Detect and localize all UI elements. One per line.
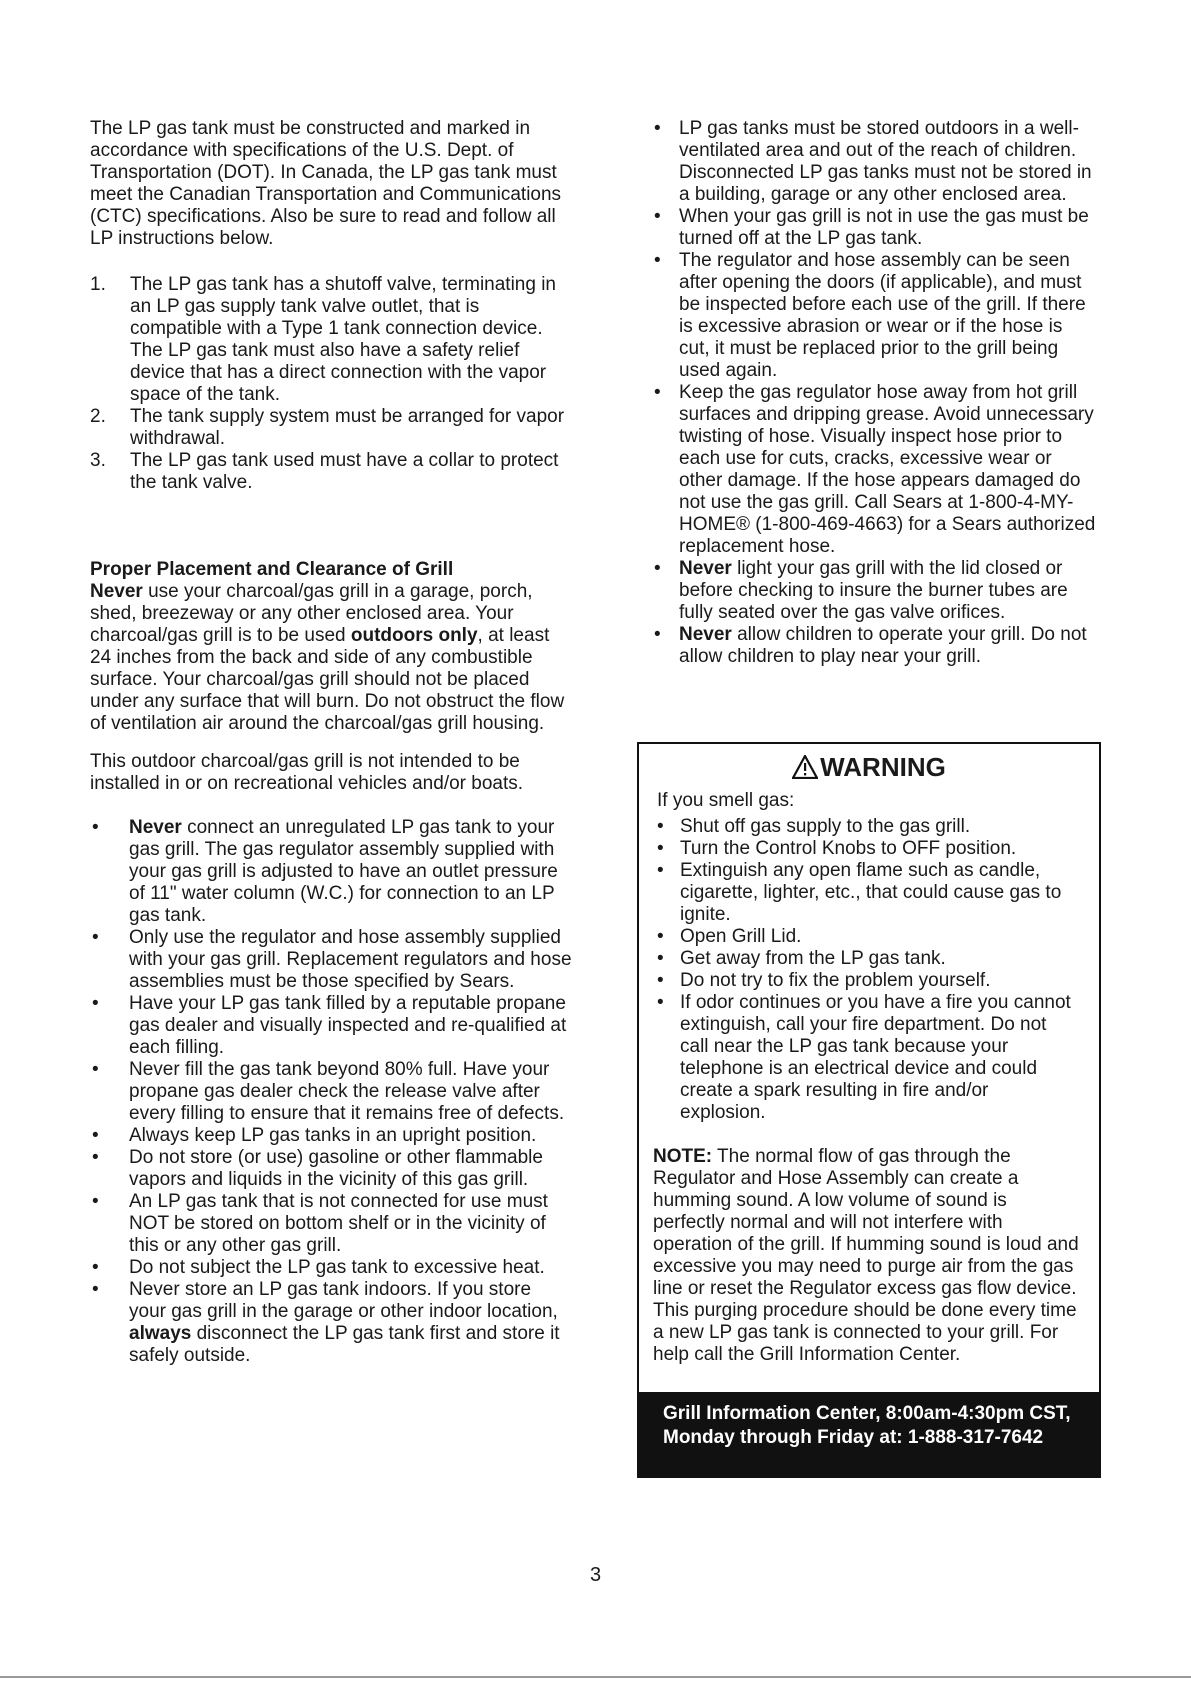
text-run: allow children to operate your grill. Do not allow children to play near your grill. xyxy=(679,624,1087,667)
bullet-icon: • xyxy=(92,1279,99,1300)
bullet-icon: • xyxy=(657,948,664,969)
lp-tank-intro: The LP gas tank must be constructed and marked in accordance with specifications of the U.S. Dept. of Transportation (DOT). In Canada, the LP gas tank must meet the Canadian Transportation and Communications (CTC) specifications. Also be sure to read and follow all LP instructions below. xyxy=(90,118,562,249)
text-run: The regulator and hose assembly can be seen after opening the doors (if applicable), and must be inspected before each use of the grill. If there is excessive abrasion or wear or if the hose is cut, it must be replaced prior to the grill being used again. xyxy=(679,250,1086,381)
bullet-icon: • xyxy=(654,558,661,579)
bullet-icon: • xyxy=(657,926,664,947)
bullet-icon: • xyxy=(657,816,664,837)
bullet-icon: • xyxy=(92,1191,99,1212)
text-run: Do not store (or use) gasoline or other flammable vapors and liquids in the vicinity of this gas grill. xyxy=(129,1147,543,1190)
never-emphasis: Never xyxy=(679,558,732,579)
text-run: Have your LP gas tank filled by a reputable propane gas dealer and visually inspected and re-qualified at each filling. xyxy=(129,993,567,1058)
note-paragraph xyxy=(653,1146,1079,1366)
item-number: 3. xyxy=(90,450,106,471)
item-text: The LP gas tank has a shutoff valve, terminating in an LP gas supply tank valve outlet, that is compatible with a Type 1 tank connection device. The LP gas tank must also have a safety relief device that has a direct connection with the vapor space of the tank. xyxy=(130,274,556,405)
text-run: Do not try to fix the problem yourself. xyxy=(680,970,991,991)
bullet-item xyxy=(653,382,1098,558)
bullet-icon: • xyxy=(654,250,661,271)
text-run: light your gas grill with the lid closed or before checking to insure the burner tubes are fully seated over the gas valve orifices. xyxy=(679,558,1068,623)
placement-heading: Proper Placement and Clearance of Grill xyxy=(90,559,454,580)
bullet-icon: • xyxy=(654,206,661,227)
lp-tank-requirements-list xyxy=(90,274,572,494)
always-emphasis: always xyxy=(129,1323,192,1344)
item-number: 1. xyxy=(90,274,106,295)
text-run: use your charcoal/gas grill in a garage, porch, shed, breezeway or any other enclosed area. Your charcoal/gas grill is to be used xyxy=(90,581,533,646)
bullet-item xyxy=(653,250,1098,382)
bullet-icon: • xyxy=(654,382,661,403)
text-run: Turn the Control Knobs to OFF position. xyxy=(680,838,1017,859)
bullet-item xyxy=(90,1257,572,1279)
text-run: Shut off gas supply to the gas grill. xyxy=(680,816,971,837)
text-run: Do not subject the LP gas tank to excessive heat. xyxy=(129,1257,545,1278)
numbered-item xyxy=(90,450,572,494)
never-emphasis: Never xyxy=(679,624,732,645)
text-run: If odor continues or you have a fire you cannot extinguish, call your fire department. Do not call near the LP gas tank because your telephone is an electrical device and could create a spark resulting in fire and/or explosion. xyxy=(680,992,1071,1123)
bullet-item xyxy=(653,118,1098,206)
warning-title xyxy=(639,752,1099,785)
bullet-item xyxy=(653,624,1098,668)
text-run: Get away from the LP gas tank. xyxy=(680,948,946,969)
storage-bullet-list xyxy=(653,118,1098,668)
outdoors-only-emphasis: outdoors only xyxy=(350,625,478,646)
right-column xyxy=(653,118,1098,668)
bullet-icon: • xyxy=(92,817,99,838)
recreational-vehicle-paragraph: This outdoor charcoal/gas grill is not intended to be installed in or on recreational vehicles and/or boats. xyxy=(90,751,524,794)
bullet-item xyxy=(657,816,1077,838)
bullet-item xyxy=(90,927,572,993)
bullet-icon: • xyxy=(657,992,664,1013)
bullet-icon: • xyxy=(657,860,664,881)
never-emphasis: Never xyxy=(90,581,143,602)
bullet-icon: • xyxy=(657,970,664,991)
item-number: 2. xyxy=(90,406,106,427)
bullet-item xyxy=(657,948,1077,970)
item-text: The tank supply system must be arranged for vapor withdrawal. xyxy=(130,406,565,449)
text-run: Never store an LP gas tank indoors. If you store your gas grill in the garage or other indoor location, xyxy=(129,1279,558,1322)
bullet-item xyxy=(657,860,1077,926)
smell-gas-lead: If you smell gas: xyxy=(657,790,795,811)
text-run: When your gas grill is not in use the gas must be turned off at the LP gas tank. xyxy=(679,206,1089,249)
left-column xyxy=(90,118,572,1367)
bullet-item xyxy=(657,926,1077,948)
bullet-icon: • xyxy=(654,118,661,139)
bullet-item xyxy=(90,1279,572,1367)
bullet-item xyxy=(90,1191,572,1257)
bottom-rule xyxy=(0,1676,1191,1678)
bullet-icon: • xyxy=(92,1147,99,1168)
bullet-item xyxy=(90,1147,572,1191)
text-run: The normal flow of gas through the Regulator and Hose Assembly can create a humming sound. A low volume of sound is perfectly normal and will not interfere with operation of the grill. If humming sound is loud and excessive you may need to purge air from the gas line or reset the Regulator excess gas flow device. This purging procedure should be done every time a new LP gas tank is connected to your grill. For help call the Grill Information Center. xyxy=(653,1146,1079,1365)
bullet-item xyxy=(653,206,1098,250)
bullet-icon: • xyxy=(657,838,664,859)
bullet-icon: • xyxy=(654,624,661,645)
bullet-item xyxy=(90,993,572,1059)
numbered-item xyxy=(90,274,572,406)
safety-bullet-list xyxy=(90,817,572,1367)
text-run: , at least 24 inches from the back and side of any combustible surface. Your charcoal/gas grill should not be placed under any surface that will burn. Do not obstruct the flow of ventilation air around the charcoal/gas grill housing. xyxy=(90,625,565,734)
bullet-icon: • xyxy=(92,1125,99,1146)
text-run: LP gas tanks must be stored outdoors in a well-ventilated area and out of the reach of children. Disconnected LP gas tanks must not be stored in a building, garage or any other enclosed area. xyxy=(679,118,1092,205)
text-run: disconnect the LP gas tank first and store it safely outside. xyxy=(129,1323,560,1366)
text-run: Open Grill Lid. xyxy=(680,926,802,947)
warning-steps-list xyxy=(657,816,1077,1124)
bullet-item xyxy=(653,558,1098,624)
bullet-item xyxy=(90,1125,572,1147)
bullet-icon: • xyxy=(92,1059,99,1080)
never-emphasis: Never xyxy=(129,817,182,838)
bullet-item xyxy=(657,992,1077,1124)
item-text: The LP gas tank used must have a collar to protect the tank valve. xyxy=(130,450,559,493)
warning-box xyxy=(637,742,1101,1478)
warning-content xyxy=(657,790,1077,1124)
bullet-icon: • xyxy=(92,927,99,948)
text-run: Only use the regulator and hose assembly supplied with your gas grill. Replacement regulators and hose assemblies must be those specified by Sears. xyxy=(129,927,572,992)
bullet-icon: • xyxy=(92,993,99,1014)
warning-triangle-icon xyxy=(792,755,818,785)
numbered-item xyxy=(90,406,572,450)
bullet-item xyxy=(90,817,572,927)
text-run: connect an unregulated LP gas tank to your gas grill. The gas regulator assembly supplied with your gas grill is adjusted to have an outlet pressure of 11" water column (W.C.) for connection to an LP gas tank. xyxy=(129,817,558,926)
note-label: NOTE: xyxy=(653,1146,713,1167)
placement-paragraph xyxy=(90,581,572,735)
warning-title-text: WARNING xyxy=(820,752,946,782)
bullet-icon: • xyxy=(92,1257,99,1278)
text-run: Always keep LP gas tanks in an upright position. xyxy=(129,1125,537,1146)
page-number: 3 xyxy=(589,1564,602,1586)
bullet-item xyxy=(657,970,1077,992)
text-run: An LP gas tank that is not connected for use must NOT be stored on bottom shelf or in the vicinity of this or any other gas grill. xyxy=(129,1191,548,1256)
text-run: Extinguish any open flame such as candle, cigarette, lighter, etc., that could cause gas to ignite. xyxy=(680,860,1062,925)
grill-info-center-banner: Grill Information Center, 8:00am-4:30pm CST, Monday through Friday at: 1-888-317-7642 xyxy=(639,1392,1099,1476)
bullet-item xyxy=(657,838,1077,860)
bullet-item xyxy=(90,1059,572,1125)
text-run: Never fill the gas tank beyond 80% full. Have your propane gas dealer check the release valve after every filling to ensure that it remains free of defects. xyxy=(129,1059,565,1124)
text-run: Keep the gas regulator hose away from hot grill surfaces and dripping grease. Avoid unnecessary twisting of hose. Visually inspect hose prior to each use for cuts, cracks, excessive wear or other damage. If the hose appears damaged do not use the gas grill. Call Sears at 1-800-4-MY-HOME® (1-800-469-4663) for a Sears authorized replacement hose. xyxy=(679,382,1096,557)
